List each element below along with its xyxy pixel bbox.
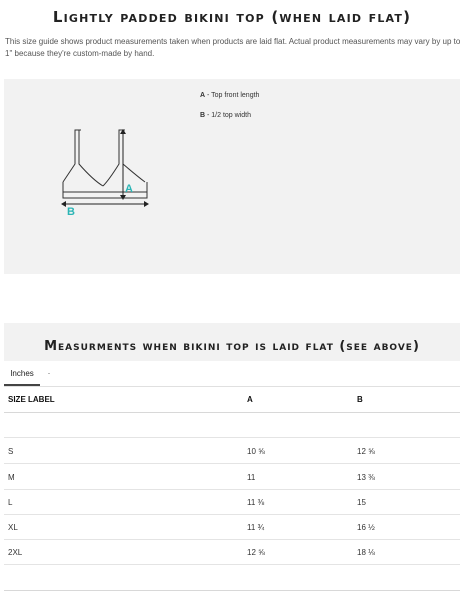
page-title: Lightly padded bikini top (when laid flat) xyxy=(52,8,412,26)
size-guide-intro: This size guide shows product measurements taken when products are laid flat. Actual product measurements may vary by up to 1" because they're custom-made by hand. xyxy=(5,37,461,58)
size-cell: L xyxy=(8,498,13,507)
legend-item-b xyxy=(200,111,259,121)
size-cell: M xyxy=(8,473,15,482)
table-row xyxy=(4,514,460,540)
size-cell: S xyxy=(8,447,14,456)
header-a: A xyxy=(247,395,253,404)
table-spacer-row xyxy=(4,413,460,438)
a-cell: 11 ⅜ xyxy=(247,498,265,507)
measurement-figure-panel xyxy=(4,79,460,274)
marker-a-label: A xyxy=(125,183,133,195)
a-cell: 11 xyxy=(247,473,256,482)
legend-text: - 1/2 top width xyxy=(207,112,251,119)
legend-item-a xyxy=(200,91,259,101)
table-row xyxy=(4,539,460,565)
size-cell: 2XL xyxy=(8,548,23,557)
tab-separator xyxy=(48,373,50,374)
marker-b-label: B xyxy=(67,206,75,218)
unit-tabs xyxy=(4,366,460,387)
b-cell: 15 xyxy=(357,498,366,507)
b-cell: 18 ⅛ xyxy=(357,548,375,557)
header-b: B xyxy=(357,395,363,404)
legend-text: - Top front length xyxy=(207,92,260,99)
table-header xyxy=(4,388,460,413)
b-cell: 13 ⅜ xyxy=(357,473,375,482)
header-size-label: SIZE LABEL xyxy=(8,395,55,404)
table-row xyxy=(4,489,460,515)
b-cell: 12 ⅝ xyxy=(357,447,375,456)
table-row xyxy=(4,438,460,464)
a-cell: 10 ⅝ xyxy=(247,447,265,456)
legend-key: B xyxy=(200,112,206,119)
a-cell: 11 ¾ xyxy=(247,523,265,532)
size-cell: XL xyxy=(8,523,18,532)
measurements-title: Measurments when bikini top is laid flat (see above) xyxy=(44,339,420,354)
tab-inches[interactable]: Inches xyxy=(4,366,40,386)
table-row xyxy=(4,464,460,490)
b-cell: 16 ½ xyxy=(357,523,375,532)
table-bottom-divider xyxy=(4,590,460,591)
legend-key: A xyxy=(200,92,206,99)
measurement-legend xyxy=(200,91,259,121)
a-cell: 12 ⅝ xyxy=(247,548,265,557)
